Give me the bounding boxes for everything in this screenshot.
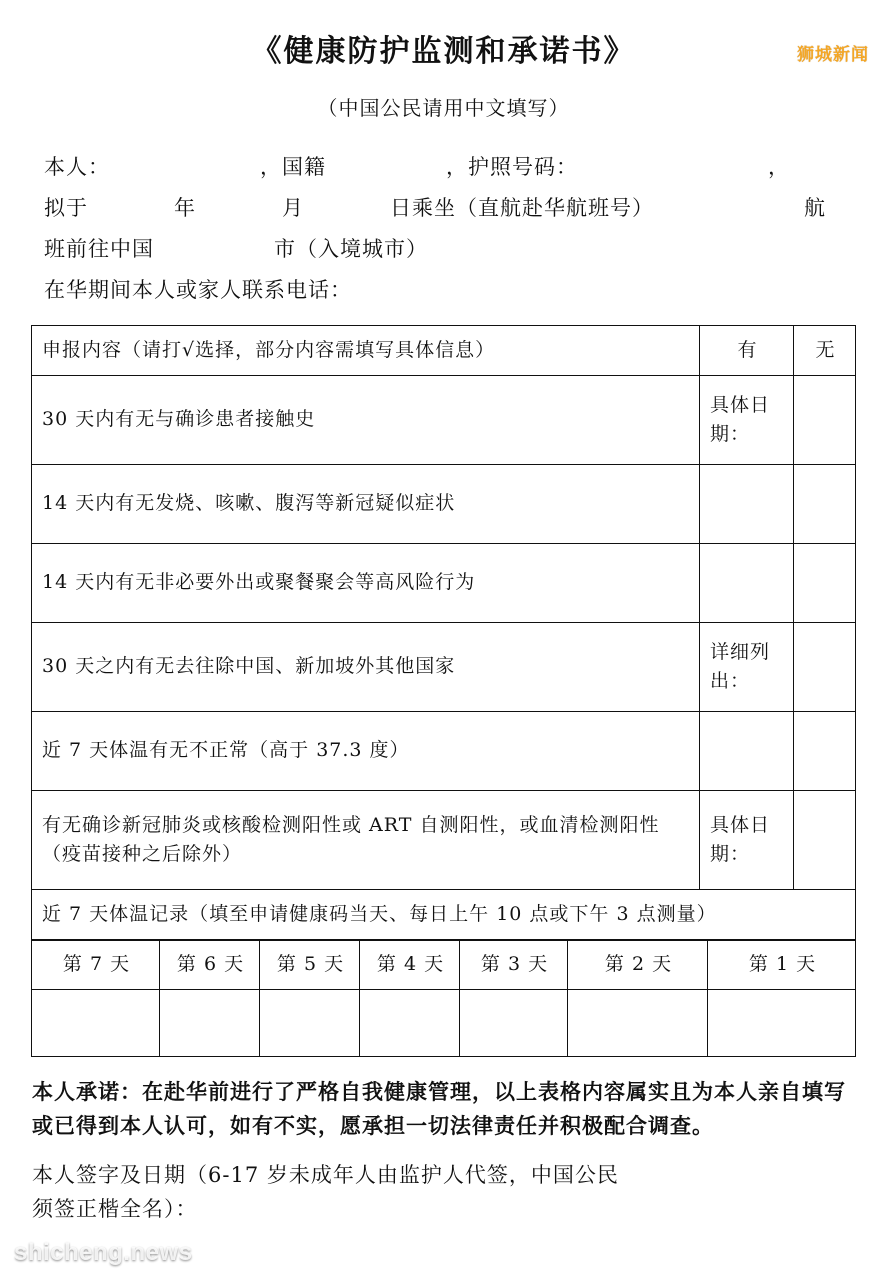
row-check-no[interactable] [794,376,856,465]
table-row [32,791,856,890]
page-title: 《健康防护监测和承诺书》 [251,34,636,69]
table-row [32,623,856,712]
label-year: 年 [174,195,196,220]
label-nationality: ，国籍 [260,155,326,179]
label-flight: 日乘坐（直航赴华航班号） [390,195,654,220]
row-content: 有无确诊新冠肺炎或核酸检测阳性或 ART 自测阳性，或血清检测阳性（疫苗接种之后除外） [32,791,700,890]
row-content: 近 7 天体温有无不正常（高于 37.3 度） [32,712,700,791]
row-check-yes[interactable] [700,544,794,623]
day-header: 第 7 天 [32,940,160,990]
day-header: 第 4 天 [360,940,460,990]
row-check-no[interactable] [794,544,856,623]
table-row [32,544,856,623]
day-value[interactable] [460,990,568,1057]
row-check-yes[interactable] [700,465,794,544]
page-subtitle: （中国公民请用中文填写） [317,96,570,120]
label-passport: ，护照号码： [446,155,578,179]
temperature-heading: 近 7 天体温记录（填至申请健康码当天、每日上午 10 点或下午 3 点测量） [32,890,856,940]
label-to-china: 班前往中国 [44,236,154,261]
watermark-top-right: 狮城新闻 [797,45,869,64]
row-note[interactable]: 具体日期： [700,376,794,465]
header-yes: 有 [700,325,794,375]
table-header-row [32,325,856,375]
field-line-4 [44,270,857,311]
field-line-1 [44,147,857,188]
day-value[interactable] [708,990,856,1057]
row-content: 30 天之内有无去往除中国、新加坡外其他国家 [32,623,700,712]
day-value[interactable] [260,990,360,1057]
day-header: 第 2 天 [568,940,708,990]
declaration-table [31,325,856,941]
row-check-no[interactable] [794,465,856,544]
label-contact-phone: 在华期间本人或家人联系电话： [44,277,352,302]
label-month: 月 [282,195,304,220]
day-value[interactable] [32,990,160,1057]
row-check-no[interactable] [794,791,856,890]
row-note[interactable]: 具体日期： [700,791,794,890]
day-header: 第 6 天 [160,940,260,990]
row-check-yes[interactable] [700,712,794,791]
field-line-3 [44,229,857,270]
table-row [32,712,856,791]
day-value[interactable] [160,990,260,1057]
table-row [32,465,856,544]
label-plan: 拟于 [44,195,88,220]
row-check-no[interactable] [794,623,856,712]
label-comma-1: ， [768,155,790,179]
row-content: 30 天内有无与确诊患者接触史 [32,376,700,465]
label-flight-suffix: 航 [804,195,826,220]
label-entry-city: 市（入境城市） [274,236,428,261]
temperature-table [31,939,856,1057]
day-header: 第 3 天 [460,940,568,990]
header-content: 申报内容（请打√选择，部分内容需填写具体信息） [32,325,700,375]
watermark-bottom-left: shicheng.news [14,1239,193,1266]
day-value[interactable] [360,990,460,1057]
table-row [32,376,856,465]
day-header: 第 5 天 [260,940,360,990]
signature-line-2[interactable]: 须签正楷全名）： [32,1196,198,1221]
row-check-no[interactable] [794,712,856,791]
field-line-2 [44,188,857,229]
header-no: 无 [794,325,856,375]
document-page [0,26,887,1273]
promise-text: 本人承诺：在赴华前进行了严格自我健康管理，以上表格内容属实且为本人亲自填写或已得到本人认可，如有不实，愿承担一切法律责任并积极配合调查。 [32,1079,846,1139]
day-value[interactable] [568,990,708,1057]
row-content: 14 天内有无非必要外出或聚餐聚会等高风险行为 [32,544,700,623]
label-self: 本人： [44,155,110,179]
temperature-value-row [32,990,856,1057]
temperature-heading-row [32,890,856,940]
temperature-day-header-row [32,940,856,990]
row-note[interactable]: 详细列出： [700,623,794,712]
form-fields [0,147,887,311]
signature-block [0,1158,887,1226]
row-content: 14 天内有无发烧、咳嗽、腹泻等新冠疑似症状 [32,465,700,544]
day-header: 第 1 天 [708,940,856,990]
signature-line-1: 本人签字及日期（6-17 岁未成年人由监护人代签，中国公民 [32,1162,619,1187]
